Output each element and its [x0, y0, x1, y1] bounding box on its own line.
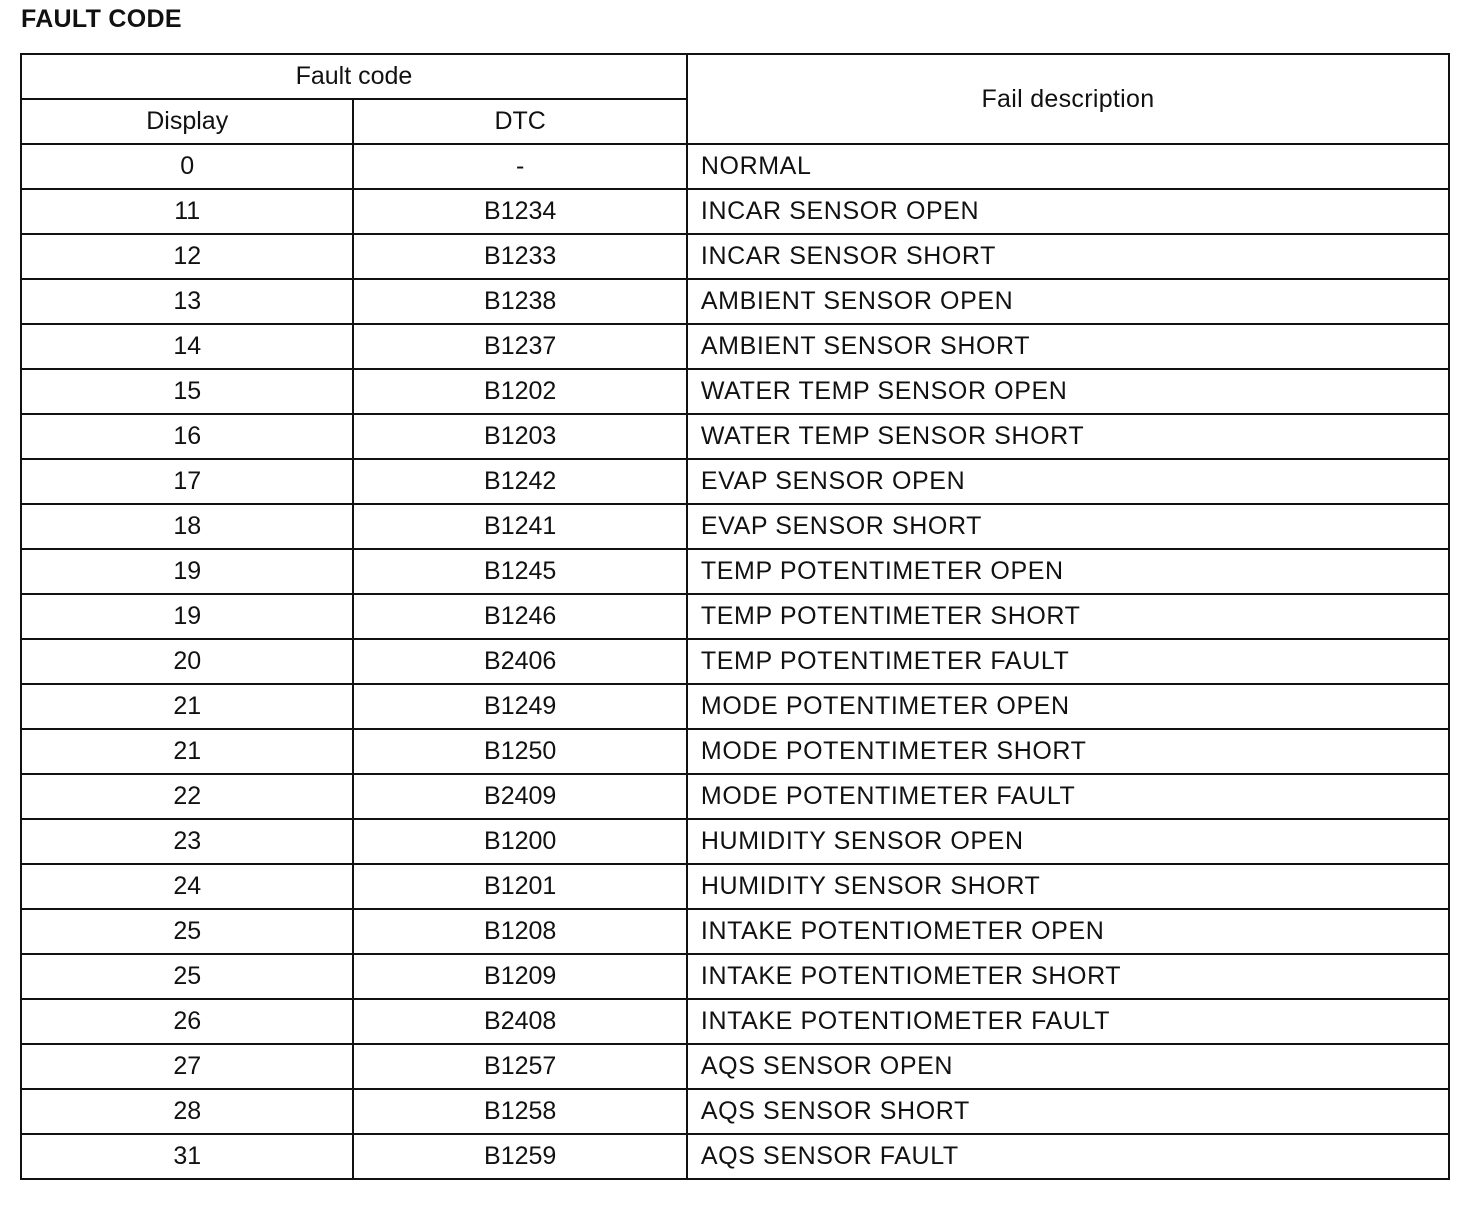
description-cell: AQS SENSOR FAULT	[687, 1134, 1449, 1179]
dtc-cell: B1258	[353, 1089, 686, 1134]
display-cell: 11	[21, 189, 353, 234]
display-cell: 26	[21, 999, 353, 1044]
display-cell: 28	[21, 1089, 353, 1134]
description-cell: EVAP SENSOR OPEN	[687, 459, 1449, 504]
dtc-cell: B2406	[353, 639, 686, 684]
table-row	[21, 144, 1449, 189]
table-row	[21, 909, 1449, 954]
dtc-cell: B1241	[353, 504, 686, 549]
dtc-cell: B1246	[353, 594, 686, 639]
table-row	[21, 594, 1449, 639]
fail-description-header: Fail description	[687, 54, 1449, 144]
description-cell: INTAKE POTENTIOMETER SHORT	[687, 954, 1449, 999]
description-cell: INTAKE POTENTIOMETER OPEN	[687, 909, 1449, 954]
display-cell: 31	[21, 1134, 353, 1179]
table-row	[21, 504, 1449, 549]
display-cell: 25	[21, 954, 353, 999]
table-row	[21, 324, 1449, 369]
dtc-cell: B1200	[353, 819, 686, 864]
dtc-cell: B1202	[353, 369, 686, 414]
display-cell: 17	[21, 459, 353, 504]
table-body	[21, 144, 1449, 1179]
display-cell: 18	[21, 504, 353, 549]
display-cell: 16	[21, 414, 353, 459]
display-cell: 23	[21, 819, 353, 864]
display-cell: 19	[21, 594, 353, 639]
table-row	[21, 414, 1449, 459]
dtc-cell: B1259	[353, 1134, 686, 1179]
description-cell: INTAKE POTENTIOMETER FAULT	[687, 999, 1449, 1044]
table-row	[21, 819, 1449, 864]
dtc-cell: B1233	[353, 234, 686, 279]
table-row	[21, 234, 1449, 279]
description-cell: INCAR SENSOR OPEN	[687, 189, 1449, 234]
dtc-cell: B1245	[353, 549, 686, 594]
table-row	[21, 954, 1449, 999]
description-cell: MODE POTENTIMETER SHORT	[687, 729, 1449, 774]
display-cell: 21	[21, 729, 353, 774]
description-cell: AMBIENT SENSOR SHORT	[687, 324, 1449, 369]
description-cell: WATER TEMP SENSOR OPEN	[687, 369, 1449, 414]
display-cell: 14	[21, 324, 353, 369]
dtc-cell: B1249	[353, 684, 686, 729]
description-cell: AMBIENT SENSOR OPEN	[687, 279, 1449, 324]
table-row	[21, 774, 1449, 819]
table-row	[21, 1044, 1449, 1089]
display-cell: 22	[21, 774, 353, 819]
description-cell: NORMAL	[687, 144, 1449, 189]
table-row	[21, 999, 1449, 1044]
table-row	[21, 1089, 1449, 1134]
table-row	[21, 864, 1449, 909]
table-row	[21, 684, 1449, 729]
dtc-cell: B1250	[353, 729, 686, 774]
dtc-cell: B1203	[353, 414, 686, 459]
description-cell: AQS SENSOR SHORT	[687, 1089, 1449, 1134]
dtc-cell: B1201	[353, 864, 686, 909]
description-cell: EVAP SENSOR SHORT	[687, 504, 1449, 549]
table-row	[21, 549, 1449, 594]
dtc-column-header: DTC	[353, 99, 686, 144]
display-cell: 19	[21, 549, 353, 594]
dtc-cell: B1208	[353, 909, 686, 954]
description-cell: HUMIDITY SENSOR OPEN	[687, 819, 1449, 864]
table-row	[21, 639, 1449, 684]
dtc-cell: B2409	[353, 774, 686, 819]
table-row	[21, 189, 1449, 234]
dtc-cell: B1234	[353, 189, 686, 234]
description-cell: HUMIDITY SENSOR SHORT	[687, 864, 1449, 909]
display-cell: 21	[21, 684, 353, 729]
display-cell: 20	[21, 639, 353, 684]
description-cell: TEMP POTENTIMETER SHORT	[687, 594, 1449, 639]
description-cell: INCAR SENSOR SHORT	[687, 234, 1449, 279]
dtc-cell: B1209	[353, 954, 686, 999]
dtc-cell: B1242	[353, 459, 686, 504]
dtc-cell: B2408	[353, 999, 686, 1044]
dtc-cell: B1238	[353, 279, 686, 324]
dtc-cell: -	[353, 144, 686, 189]
fault-code-group-header: Fault code	[21, 54, 687, 99]
description-cell: MODE POTENTIMETER FAULT	[687, 774, 1449, 819]
description-cell: TEMP POTENTIMETER FAULT	[687, 639, 1449, 684]
dtc-cell: B1257	[353, 1044, 686, 1089]
display-cell: 12	[21, 234, 353, 279]
description-cell: AQS SENSOR OPEN	[687, 1044, 1449, 1089]
display-cell: 24	[21, 864, 353, 909]
table-header-row	[21, 54, 1449, 99]
description-cell: MODE POTENTIMETER OPEN	[687, 684, 1449, 729]
page-title: FAULT CODE	[21, 5, 182, 33]
display-cell: 13	[21, 279, 353, 324]
display-cell: 27	[21, 1044, 353, 1089]
table-row	[21, 1134, 1449, 1179]
table-row	[21, 729, 1449, 774]
display-cell: 0	[21, 144, 353, 189]
table-row	[21, 369, 1449, 414]
display-column-header: Display	[21, 99, 353, 144]
description-cell: TEMP POTENTIMETER OPEN	[687, 549, 1449, 594]
fault-code-table	[20, 53, 1450, 1180]
dtc-cell: B1237	[353, 324, 686, 369]
table-row	[21, 459, 1449, 504]
table-row	[21, 279, 1449, 324]
display-cell: 25	[21, 909, 353, 954]
display-cell: 15	[21, 369, 353, 414]
description-cell: WATER TEMP SENSOR SHORT	[687, 414, 1449, 459]
